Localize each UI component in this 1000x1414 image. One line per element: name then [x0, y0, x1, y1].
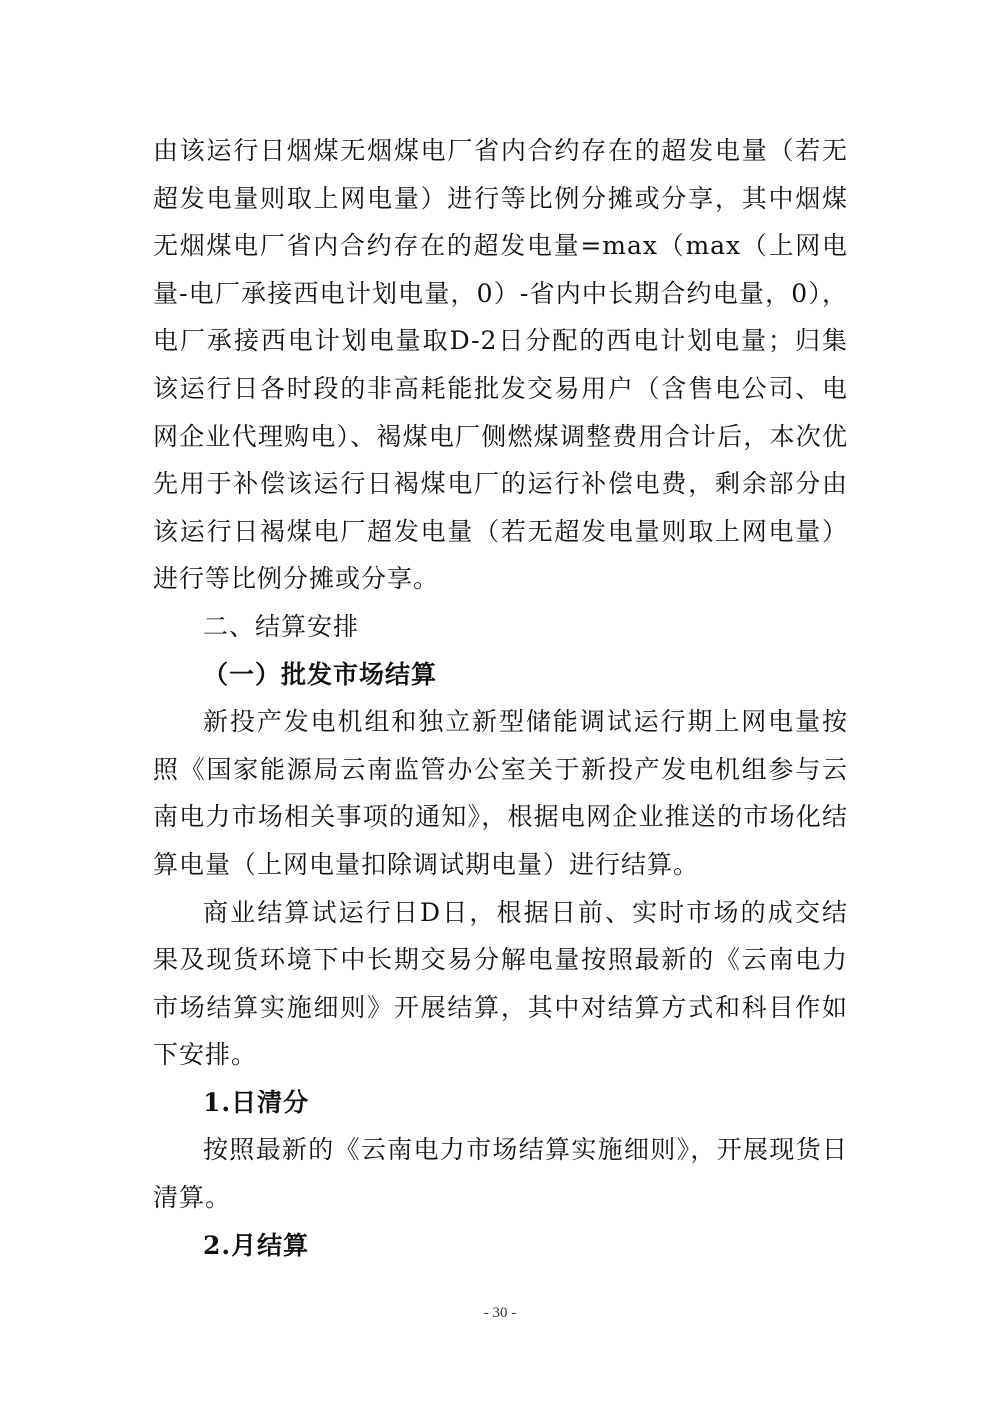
subsection-heading: （一）批发市场结算 — [203, 659, 438, 689]
page-number: - 30 - — [483, 1305, 517, 1321]
paragraph-continued: 由该运行日烟煤无烟煤电厂省内合约存在的超发电量（若无超发电量则取上网电量）进行等比例分摊或分享，其中烟煤无烟煤电厂省内合约存在的超发电量=max（max（上网电量-电厂承接西电计划电量，0）-省内中长期合约电量，0），电厂承接西电计划电量取D-2日分配的西电计划电量；归集该运行日各时段的非高耗能批发交易用户（含售电公司、电网企业代理购电）、褐煤电厂侧燃煤调整费用合计后，本次优先用于补偿该运行日褐煤电厂的运行补偿电费，剩余部分由该运行日褐煤电厂超发电量（若无超发电量则取上网电量）进行等比例分摊或分享。 — [153, 136, 848, 594]
document-body — [153, 127, 848, 1269]
paragraph: 商业结算试运行日D日，根据日前、实时市场的成交结果及现货环境下中长期交易分解电量按照最新的《云南电力市场结算实施细则》开展结算，其中对结算方式和科目作如下安排。 — [153, 897, 848, 1070]
section-heading: 二、结算安排 — [203, 611, 360, 641]
paragraph: 新投产发电机组和独立新型储能调试运行期上网电量按照《国家能源局云南监管办公室关于新投产发电机组参与云南电力市场相关事项的通知》，根据电网企业推送的市场化结算电量（上网电量扣除调试期电量）进行结算。 — [153, 707, 848, 879]
item-heading-daily-clearing: 1.日清分 — [203, 1087, 310, 1117]
item-heading-monthly-settlement: 2.月结算 — [203, 1230, 310, 1260]
paragraph: 按照最新的《云南电力市场结算实施细则》，开展现货日清算。 — [153, 1135, 848, 1213]
